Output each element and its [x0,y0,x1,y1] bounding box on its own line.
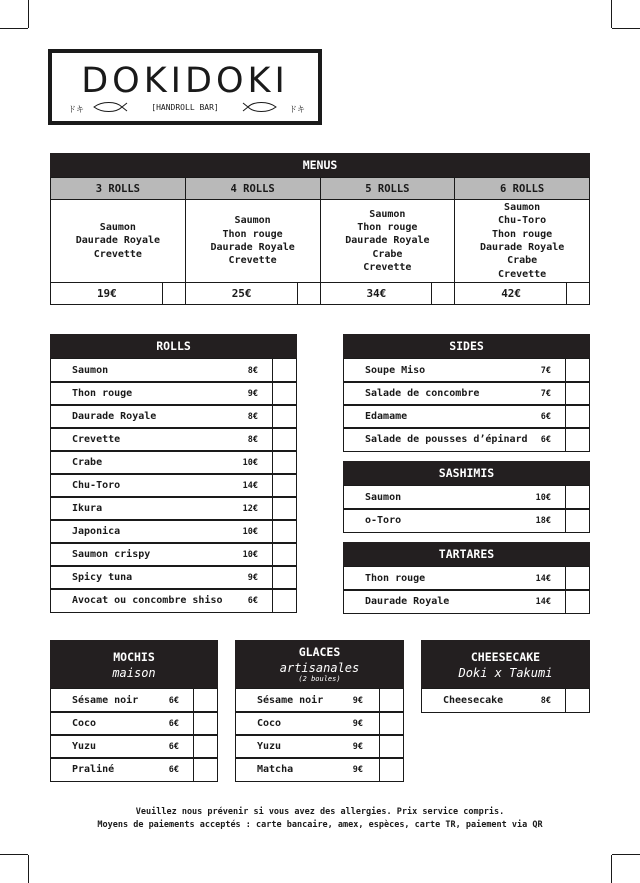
menus-col-price: 34€ [321,282,456,305]
glaces-item-price: 9€ [352,764,363,775]
checkbox[interactable] [565,567,589,590]
crop-mark [611,855,612,883]
rolls-item [50,496,297,521]
glaces-item-name: Coco [257,718,282,729]
glaces-note: (2 boules) [298,675,341,683]
sashimis-item-price: 10€ [535,492,551,503]
checkbox[interactable] [272,589,296,612]
rolls-item [50,450,297,475]
rolls-item-price: 10€ [242,549,258,560]
checkbox[interactable] [193,689,217,712]
glaces-item-name: Matcha [257,764,294,775]
mochis-item-name: Sésame noir [72,695,139,706]
checkbox[interactable] [297,283,320,304]
mochis-item-name: Praliné [72,764,115,775]
sides-item-name: Edamame [365,411,408,422]
checkbox[interactable] [565,428,589,451]
rolls-item [50,588,297,613]
checkbox[interactable] [193,712,217,735]
checkbox[interactable] [379,735,403,758]
glaces-item-price: 9€ [352,741,363,752]
checkbox[interactable] [379,712,403,735]
checkbox[interactable] [566,283,589,304]
checkbox[interactable] [272,520,296,543]
brand-logo [48,49,322,125]
rolls-item-name: Saumon [72,365,109,376]
brand-kana-right: ドキ [289,105,305,114]
glaces-subtitle: artisanales [279,661,360,675]
sashimis-item-name: Saumon [365,492,402,503]
rolls-item-price: 8€ [247,434,258,445]
sides-item [343,404,590,429]
brand-title: DOKIDOKI [81,61,289,101]
crop-mark [28,855,29,883]
glaces-item-price: 9€ [352,718,363,729]
checkbox[interactable] [565,382,589,405]
checkbox[interactable] [272,566,296,589]
mochis-item [50,711,218,736]
menus-col-price: 19€ [50,282,186,305]
mochis-item-name: Coco [72,718,97,729]
cheesecake-item-name: Cheesecake [443,695,504,706]
checkbox[interactable] [431,283,454,304]
mochis-item [50,688,218,713]
tartares-item [343,589,590,614]
rolls-item [50,542,297,567]
menus-col-label: 6 ROLLS [455,177,590,200]
checkbox[interactable] [272,405,296,428]
crop-mark [611,0,612,28]
menus-head-row [50,177,590,200]
tartares-item-name: Thon rouge [365,573,426,584]
tartares-item [343,566,590,591]
mochis-subtitle: maison [112,666,156,680]
checkbox[interactable] [272,451,296,474]
sashimis-item-price: 18€ [535,515,551,526]
rolls-item-name: Crabe [72,457,103,468]
mochis-item-price: 6€ [168,718,179,729]
menus-items-row [50,199,590,283]
tartares-item-price: 14€ [535,573,551,584]
rolls-item-price: 12€ [242,503,258,514]
rolls-item [50,358,297,383]
menus-col-price: 42€ [455,282,590,305]
tartares-item-price: 14€ [535,596,551,607]
menus-col-items: Saumon Chu-Toro Thon rouge Daurade Royale Crabe Crevette [455,199,590,283]
checkbox[interactable] [193,758,217,781]
checkbox[interactable] [565,509,589,532]
checkbox[interactable] [272,543,296,566]
glaces-item-price: 9€ [352,695,363,706]
menus-header [50,153,590,177]
glaces-item [235,711,404,736]
menus-title: MENUS [302,158,338,172]
menus-col-price: 25€ [186,282,321,305]
cheesecake-item-price: 8€ [540,695,551,706]
checkbox[interactable] [565,359,589,382]
sides-item-price: 7€ [540,365,551,376]
rolls-item-name: Japonica [72,526,121,537]
fish-icon [92,101,128,113]
glaces-item [235,734,404,759]
checkbox[interactable] [565,590,589,613]
sides-item-name: Salade de pousses d’épinard [365,434,528,445]
mochis-header: MOCHIS maison [50,640,218,688]
rolls-item-name: Spicy tuna [72,572,133,583]
rolls-item [50,565,297,590]
sides-item [343,427,590,452]
sashimis-item [343,508,590,533]
rolls-item [50,519,297,544]
brand-subtitle: [HANDROLL BAR] [151,103,219,112]
crop-mark [612,28,640,29]
rolls-item [50,404,297,429]
sides-item-price: 6€ [540,411,551,422]
rolls-item-name: Chu-Toro [72,480,121,491]
rolls-item-name: Avocat ou concombre shiso [72,595,223,606]
glaces-item [235,757,404,782]
checkbox[interactable] [193,735,217,758]
cheesecake-header: CHEESECAKE Doki x Takumi [421,640,590,688]
checkbox[interactable] [565,486,589,509]
sashimis-item [343,485,590,510]
cheesecake-item [421,688,590,713]
rolls-item-name: Crevette [72,434,121,445]
menus-col-label: 3 ROLLS [50,177,186,200]
glaces-item-name: Sésame noir [257,695,324,706]
brand-kana-left: ドキ [68,105,84,114]
rolls-item-price: 14€ [242,480,258,491]
checkbox[interactable] [379,758,403,781]
mochis-item-price: 6€ [168,741,179,752]
checkbox[interactable] [162,283,185,304]
checkbox[interactable] [272,474,296,497]
sides-header: SIDES [343,334,590,358]
rolls-item-price: 10€ [242,457,258,468]
crop-mark [612,854,640,855]
checkbox[interactable] [272,359,296,382]
mochis-item [50,757,218,782]
sides-item-price: 6€ [540,434,551,445]
crop-mark [28,0,29,28]
checkbox[interactable] [272,382,296,405]
checkbox[interactable] [272,428,296,451]
fish-icon [242,101,278,113]
glaces-item-name: Yuzu [257,741,282,752]
footer-allergies: Veuillez nous prévenir si vous avez des allergies. Prix service compris. [135,807,505,817]
sashimis-header: SASHIMIS [343,461,590,485]
sides-item [343,358,590,383]
checkbox[interactable] [565,405,589,428]
tartares-item-name: Daurade Royale [365,596,450,607]
checkbox[interactable] [272,497,296,520]
tartares-header: TARTARES [343,542,590,566]
sashimis-item-name: o-Toro [365,515,402,526]
sides-item-name: Salade de concombre [365,388,480,399]
menus-col-label: 5 ROLLS [321,177,456,200]
sides-item [343,381,590,406]
menus-col-label: 4 ROLLS [186,177,321,200]
checkbox[interactable] [565,689,589,712]
rolls-item-price: 10€ [242,526,258,537]
mochis-item-name: Yuzu [72,741,97,752]
menus-col-items: Saumon Daurade Royale Crevette [50,199,186,283]
mochis-item-price: 6€ [168,695,179,706]
mochis-item-price: 6€ [168,764,179,775]
sides-item-name: Soupe Miso [365,365,426,376]
sides-item-price: 7€ [540,388,551,399]
rolls-item [50,381,297,406]
rolls-item-price: 9€ [247,572,258,583]
glaces-item [235,688,404,713]
rolls-item-name: Ikura [72,503,103,514]
rolls-item-name: Daurade Royale [72,411,157,422]
menus-price-row [50,282,590,305]
rolls-item-price: 8€ [247,365,258,376]
rolls-item [50,473,297,498]
menus-col-items: Saumon Thon rouge Daurade Royale Crabe Crevette [321,199,456,283]
footer-payments: Moyens de paiements acceptés : carte bancaire, amex, espèces, carte TR, paiement via QR [97,820,543,830]
crop-mark [0,28,28,29]
rolls-item-name: Saumon crispy [72,549,151,560]
cheesecake-subtitle: Doki x Takumi [458,666,553,680]
mochis-item [50,734,218,759]
rolls-item-price: 6€ [247,595,258,606]
rolls-item-name: Thon rouge [72,388,133,399]
rolls-header: ROLLS [50,334,297,358]
menus-col-items: Saumon Thon rouge Daurade Royale Crevette [186,199,321,283]
crop-mark [0,854,28,855]
rolls-item [50,427,297,452]
rolls-item-price: 9€ [247,388,258,399]
checkbox[interactable] [379,689,403,712]
glaces-header: GLACES artisanales (2 boules) [235,640,404,688]
rolls-item-price: 8€ [247,411,258,422]
